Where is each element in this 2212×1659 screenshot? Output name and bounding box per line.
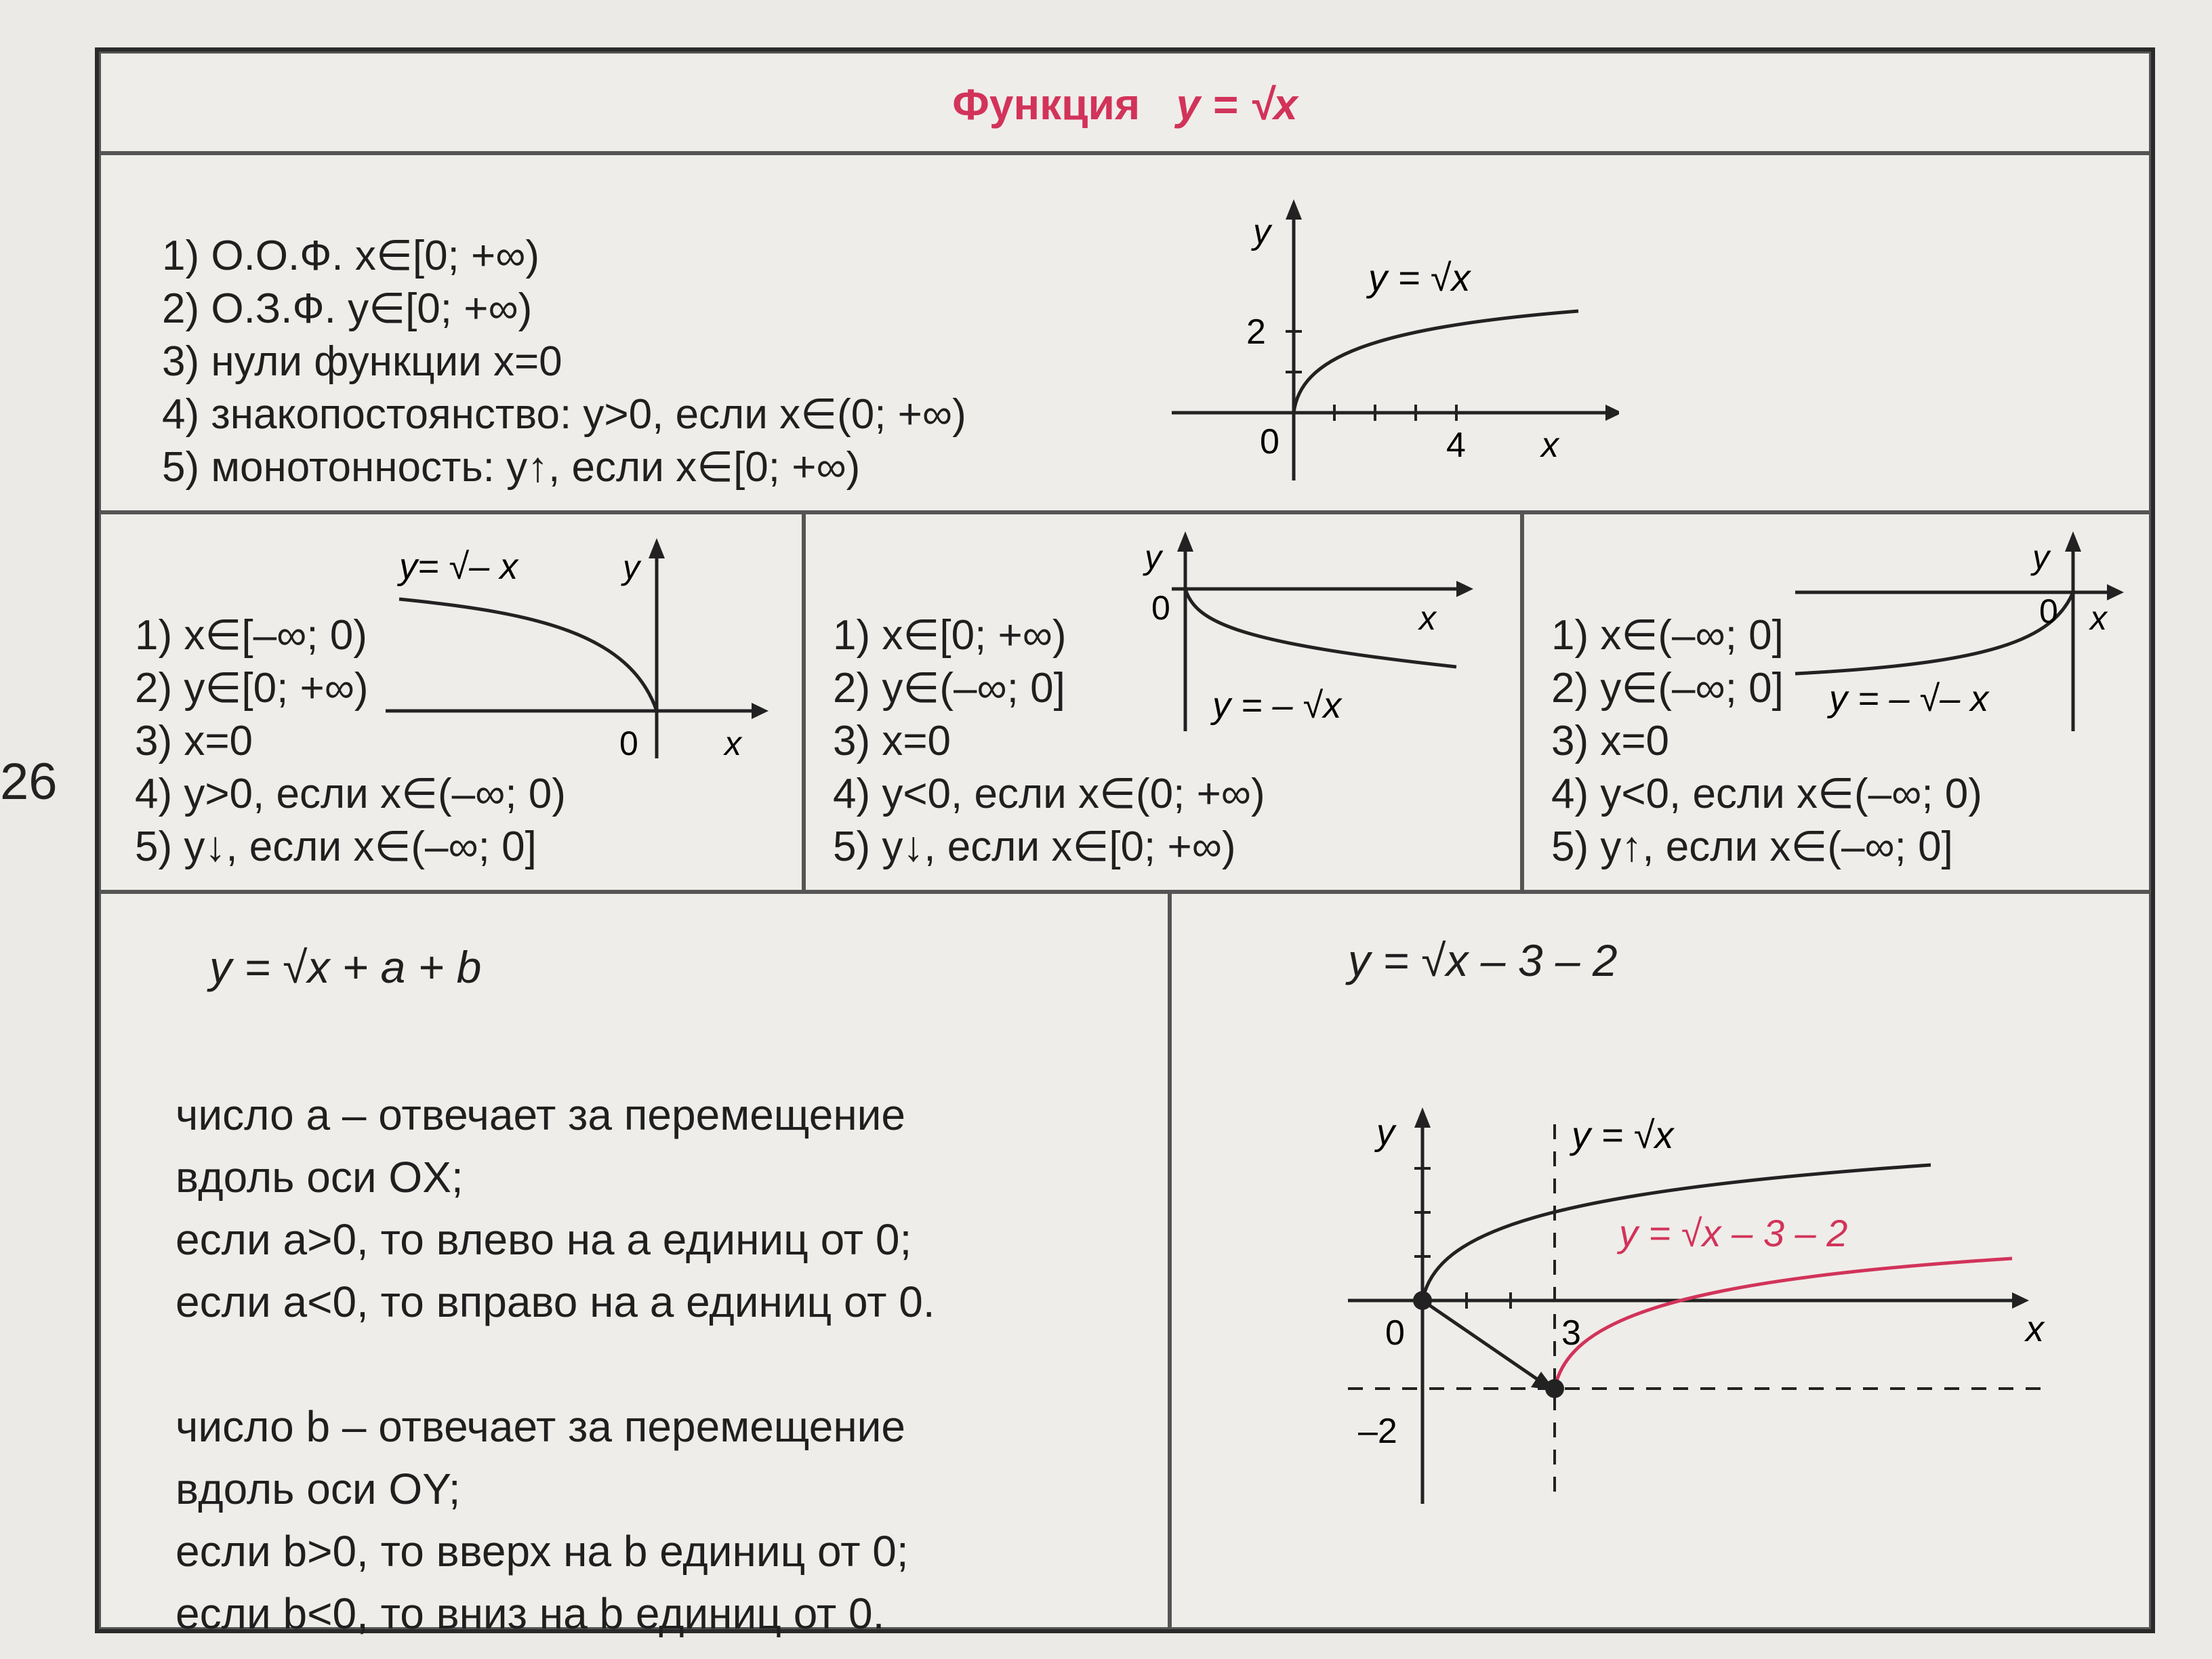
property-line: 5) y↓, если x∈(–∞; 0] bbox=[135, 823, 537, 870]
reference-table bbox=[95, 47, 2155, 1638]
origin-label: 0 bbox=[2039, 592, 2058, 630]
origin-label: 0 bbox=[1385, 1313, 1405, 1353]
y-tick-label: 2 bbox=[1246, 312, 1266, 352]
property-line: 4) знакопостоянство: y>0, если x∈(0; +∞) bbox=[162, 391, 966, 438]
x-axis-label: x bbox=[1541, 426, 1559, 465]
title-cell bbox=[99, 52, 2151, 153]
x-axis-label: x bbox=[2026, 1309, 2044, 1349]
curve-label: y = √x bbox=[1368, 256, 1471, 299]
shift-arrow bbox=[1422, 1300, 1541, 1382]
property-line: 5) y↑, если x∈(–∞; 0] bbox=[1551, 823, 1953, 870]
property-line: 1) x∈(–∞; 0] bbox=[1551, 612, 1784, 659]
rule-line: если a<0, то вправо на a единиц от 0. bbox=[176, 1277, 935, 1326]
y-axis-label: y bbox=[1376, 1112, 1395, 1153]
origin-label: 0 bbox=[1151, 589, 1170, 627]
x-axis-arrow-icon bbox=[2012, 1292, 2029, 1309]
sqrt-neg-x-graph bbox=[386, 528, 792, 785]
x-axis-label: x bbox=[724, 724, 741, 762]
curve-label: y = – √x bbox=[1212, 685, 1342, 726]
shifted-vertex-point bbox=[1545, 1379, 1564, 1398]
x-tick-label: 4 bbox=[1446, 426, 1466, 465]
shift-rules-text bbox=[176, 1084, 935, 1645]
origin-label: 0 bbox=[619, 724, 638, 762]
page-number: 26 bbox=[0, 753, 58, 811]
page-title bbox=[101, 54, 2149, 155]
property-line: 5) монотонность: y↑, если x∈[0; +∞) bbox=[162, 444, 861, 491]
x-axis-arrow-icon bbox=[2107, 584, 2124, 600]
property-line: 5) y↓, если x∈[0; +∞) bbox=[833, 823, 1236, 870]
y-axis-label: y bbox=[1253, 212, 1271, 251]
curve-label: y = – √– x bbox=[1829, 678, 1989, 719]
shifted-sqrt-curve bbox=[1555, 1258, 2012, 1389]
case-neg-sqrt-neg-x-cell bbox=[1522, 512, 2151, 892]
title-formula: y = √x bbox=[1176, 80, 1298, 129]
y-axis-arrow-icon bbox=[1286, 199, 1302, 220]
rule-line: если a>0, то влево на a единиц от 0; bbox=[176, 1215, 912, 1264]
property-line: 3) x=0 bbox=[135, 718, 253, 764]
sqrt-neg-x-curve bbox=[399, 599, 657, 711]
shift-formula: y = √x + a + b bbox=[209, 942, 482, 992]
example-cell bbox=[1170, 892, 2151, 1629]
origin-point bbox=[1413, 1291, 1432, 1310]
origin-label: 0 bbox=[1260, 422, 1279, 462]
y-axis-arrow-icon bbox=[649, 538, 665, 558]
x-tick-label: 3 bbox=[1561, 1313, 1581, 1353]
y-axis-arrow-icon bbox=[1414, 1107, 1431, 1128]
rule-line: вдоль оси OY; bbox=[176, 1465, 461, 1513]
property-line: 4) y<0, если x∈(0; +∞) bbox=[833, 771, 1265, 817]
property-line: 1) x∈[–∞; 0) bbox=[135, 612, 367, 659]
base-curve-label: y = √x bbox=[1572, 1113, 1674, 1156]
property-line: 1) x∈[0; +∞) bbox=[833, 612, 1067, 659]
neg-sqrt-curve bbox=[1185, 589, 1456, 667]
property-line: 1) О.О.Ф. x∈[0; +∞) bbox=[162, 232, 540, 279]
x-axis-arrow-icon bbox=[1456, 581, 1473, 597]
property-line: 2) y∈(–∞; 0] bbox=[1551, 665, 1784, 712]
rule-line: если b>0, то вверх на b единиц от 0; bbox=[176, 1527, 909, 1576]
y-axis-arrow-icon bbox=[1177, 531, 1193, 552]
property-line: 3) x=0 bbox=[833, 718, 951, 764]
y-axis-arrow-icon bbox=[2065, 531, 2081, 552]
x-axis-arrow-icon bbox=[1605, 405, 1619, 421]
rule-line bbox=[176, 1333, 935, 1395]
case-neg-x-cell bbox=[99, 512, 804, 892]
rule-line: если b<0, то вниз на b единиц от 0. bbox=[176, 1589, 885, 1638]
rule-line: число a – отвечает за перемещение bbox=[176, 1090, 905, 1139]
neg-sqrt-neg-x-curve bbox=[1795, 592, 2073, 674]
property-line: 3) нули функции x=0 bbox=[162, 338, 562, 385]
property-line: 2) y∈(–∞; 0] bbox=[833, 665, 1065, 712]
y-axis-label: y bbox=[2032, 538, 2049, 576]
rule-line: вдоль оси OX; bbox=[176, 1153, 464, 1202]
shift-example-graph bbox=[1334, 1097, 2080, 1531]
main-properties-list bbox=[162, 230, 966, 494]
case-neg-sqrt-cell bbox=[804, 512, 1522, 892]
x-axis-label: x bbox=[2090, 599, 2107, 637]
property-line: 4) y<0, если x∈(–∞; 0) bbox=[1551, 771, 1982, 817]
x-axis-arrow-icon bbox=[752, 703, 769, 719]
neg-sqrt-graph bbox=[1131, 521, 1511, 745]
y-axis-label: y bbox=[623, 548, 640, 586]
shifted-curve-label: y = √x – 3 – 2 bbox=[1619, 1212, 1848, 1254]
sqrt-curve bbox=[1294, 311, 1578, 413]
title-text: Функция bbox=[952, 80, 1141, 129]
y-tick-label: –2 bbox=[1358, 1412, 1397, 1451]
curve-label: y= √– x bbox=[399, 546, 518, 587]
property-line: 4) y>0, если x∈(–∞; 0) bbox=[135, 771, 566, 817]
main-properties-cell bbox=[99, 153, 2151, 512]
property-line: 2) О.З.Ф. y∈[0; +∞) bbox=[162, 285, 533, 332]
neg-sqrt-neg-x-graph bbox=[1788, 521, 2148, 745]
y-axis-label: y bbox=[1145, 538, 1162, 576]
property-line: 3) x=0 bbox=[1551, 718, 1670, 764]
rule-line: число b – отвечает за перемещение bbox=[176, 1402, 905, 1451]
example-formula: y = √x – 3 – 2 bbox=[1348, 935, 1618, 985]
x-axis-label: x bbox=[1419, 599, 1436, 637]
shift-rules-cell bbox=[99, 892, 1170, 1638]
property-line: 2) y∈[0; +∞) bbox=[135, 665, 369, 712]
sqrt-graph bbox=[1145, 189, 1619, 487]
